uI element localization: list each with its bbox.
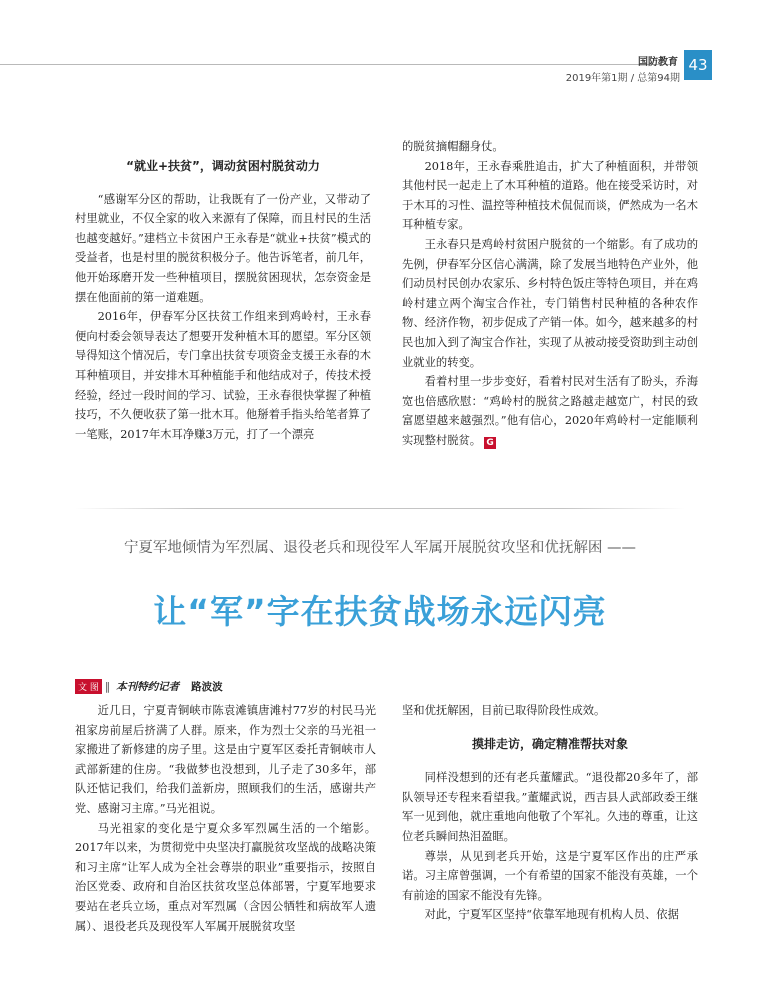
byline-tag: 文 图	[75, 679, 102, 694]
end-mark-icon: G	[484, 437, 496, 449]
page-number: 43	[684, 50, 712, 80]
paragraph: 的脱贫摘帽翻身仗。	[402, 140, 504, 153]
paragraph	[402, 372, 698, 450]
paragraph: 2018年，王永春乘胜追击，扩大了种植面积，并带领其他村民一起走上了木耳种植的道路。他在接受采访时，对于木耳的习性、温控等种植技术侃侃而谈，俨然成为一名木耳种植专家。	[402, 159, 698, 232]
byline-separator: ‖	[104, 680, 111, 693]
paragraph: 马光祖家的变化是宁夏众多军烈属生活的一个缩影。2017年以来，为贯彻党中央坚决打赢脱贫攻坚战的战略决策和习主席“让军人成为全社会尊崇的职业”重要指示，按照自治区党委、政府和自治区扶贫攻坚总体部署，宁夏军地要求要站在老兵立场，重点对军烈属（含因公牺牲和病故军人遗属）、退役老兵及现役军人军属开展脱贫攻坚	[75, 821, 376, 933]
paragraph: 近几日，宁夏青铜峡市陈袁滩镇唐滩村77岁的村民马光祖家房前屋后挤满了人群。原来，作为烈士父亲的马光祖一家搬进了新修建的房子里。这是由宁夏军区委托青铜峡市人武部新建的住房。“我做梦也没想到，儿子走了30多年，部队还惦记我们，给我们盖新房，照顾我们的生活，感谢共产党、感谢习主席。”马光祖说。	[75, 704, 376, 815]
paragraph: 同样没想到的还有老兵董耀武。“退役都20多年了，部队领导还专程来看望我。”董耀武说，西吉县人武部政委王继军一见到他，就庄重地向他敬了个军礼。久违的尊重，让这位老兵瞬间热泪盈眶。	[402, 771, 698, 843]
paragraph: 2016年，伊春军分区扶贫工作组来到鸡岭村，王永春便向村委会领导表达了想要开发种植木耳的愿望。军分区领导得知这个情况后，专门拿出扶贫专项资金支援王永春的木耳种植项目，并安排木耳种植能手和他结成对子，传技术授经验，经过一段时间的学习、试验，王永春很快掌握了种植技巧，不久便收获了第一批木耳。他掰着手指头给笔者算了一笔账，2017年木耳净赚3万元，打了一个漂亮	[75, 310, 371, 441]
upper-left-column	[75, 157, 371, 444]
paragraph-text: 看着村里一步步变好，看着村民对生活有了盼头，乔海宽也倍感欣慰：“鸡岭村的脱贫之路越走越宽广，村民的致富愿望越来越强烈。”他有信心，2020年鸡岭村一定能顺利实现整村脱贫。	[402, 375, 698, 447]
article-headline: 让“军”字在扶贫战场永远闪亮	[153, 592, 607, 631]
paragraph: 坚和优抚解困，目前已取得阶段性成效。	[402, 704, 606, 717]
article-deck: 宁夏军地倾情为军烈属、退役老兵和现役军人军属开展脱贫攻坚和优抚解困 ——	[123, 540, 637, 556]
section-divider	[75, 508, 685, 509]
issue-info: 2019年第1期 / 总第94期	[565, 73, 680, 84]
lower-left-column	[75, 701, 376, 936]
paragraph: 王永春只是鸡岭村贫困户脱贫的一个缩影。有了成功的先例，伊春军分区信心满满，除了发展当地特色产业外，他们动员村民创办农家乐、乡村特色饭庄等特色项目，并在鸡岭村建立两个淘宝合作社，专门销售村民种植的各种农作物、经济作物，初步促成了产销一体。如今，越来越多的村民也加入到了淘宝合作社，实现了从被动接受资助到主动创业就业的转变。	[402, 237, 698, 369]
magazine-name: 国防教育	[638, 57, 678, 68]
header-rule	[0, 64, 672, 65]
byline-role: 本刊特约记者	[116, 681, 180, 693]
paragraph: 对此，宁夏军区坚持“依靠军地现有机构人员、依据	[424, 908, 679, 922]
paragraph: 尊崇，从见到老兵开始，这是宁夏军区作出的庄严承诺。习主席曾强调，一个有希望的国家不能没有英雄，一个有前途的国家不能没有先锋。	[402, 849, 698, 902]
byline	[75, 679, 223, 694]
paragraph: “感谢军分区的帮助，让我既有了一份产业，又带动了村里就业，不仅全家的收入来源有了保障，而且村民的生活也越变越好。”建档立卡贫困户王永春是“就业+扶贫”模式的受益者，也是村里的脱贫积极分子。他告诉笔者，前几年，他开始琢磨开发一些种植项目，摆脱贫困现状，怎奈资金是摆在他面前的第一道难题。	[75, 192, 371, 304]
upper-right-column	[402, 137, 698, 451]
section-subheading: 摸排走访，确定精准帮扶对象	[471, 736, 628, 751]
byline-author: 路波波	[191, 681, 223, 693]
section-subheading: “就业+扶贫”，调动贫困村脱贫动力	[126, 159, 320, 173]
lower-right-column	[402, 701, 698, 925]
